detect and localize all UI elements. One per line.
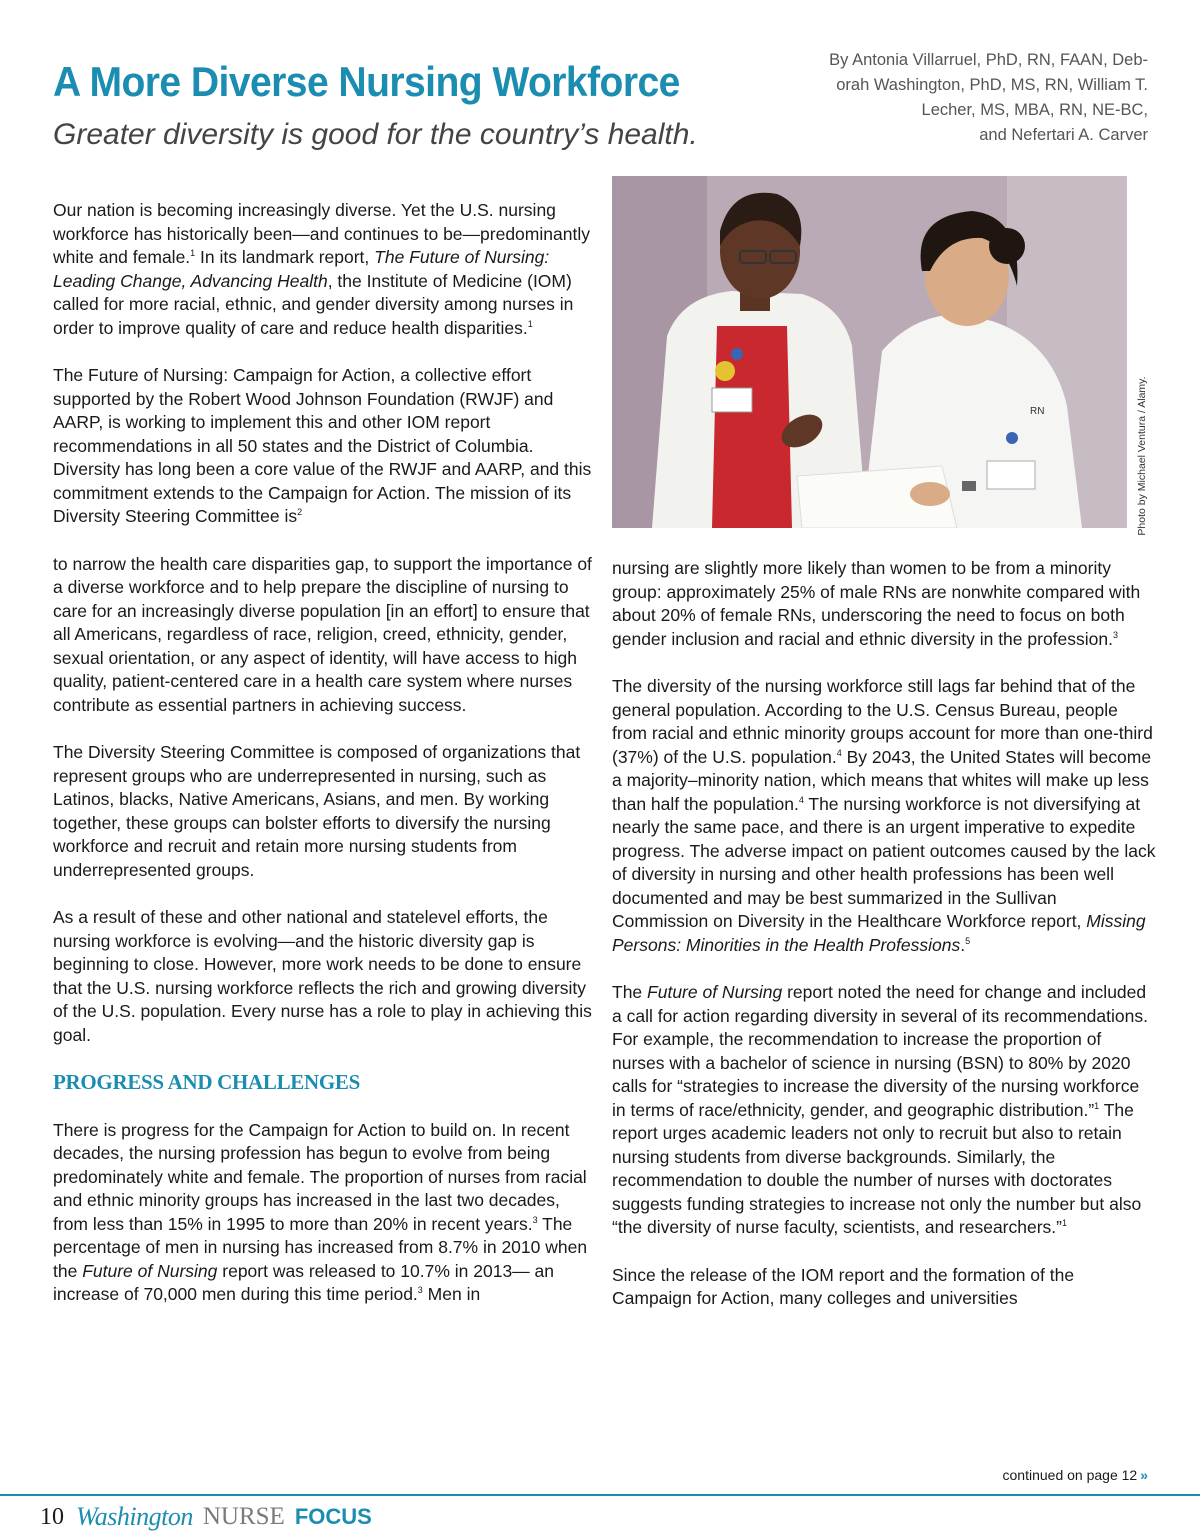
- campaign-paragraph: The Future of Nursing: Campaign for Action, a collective effort supported by the Robert Wood Johnson Foundation (RWJF) and AARP, is working to implement this and other IOM report recommendations in all 50 states and the District of Columbia. Diversity has long been a core value of the RWJF and AARP, and this commitment extends to the Campaign for Action. The mission of its Diversity Steering Committee $is^2$: [53, 365, 592, 526]
- author-byline: [768, 48, 1148, 148]
- footer-rule: [0, 1494, 1200, 1496]
- double-chevron-icon: »: [1140, 1467, 1148, 1483]
- page-footer: [40, 1497, 372, 1537]
- population-paragraph: The diversity of the nursing workforce still lags far behind that of the general population. According to the U.S. Census Bureau, people from racial and ethnic minority groups account for more than one-third (37%) of the U.S. population.$^4$ By 2043, the United States will become a majority–minority nation, which means that whites will make up less than half the population.$^4$ The nursing workforce is not diversifying at nearly the same pace, and there is an urgent imperative to expedite progress. The adverse impact on patient outcomes caused by the lack of diversity in nursing and other health professions has been well documented and may be best summarized in the Sullivan Commission on Diversity in the Healthcare Workforce report, Missing Persons: Minorities in the Health Professions.$^5$: [612, 676, 1156, 955]
- recommendations-paragraph: The Future of Nursing report noted the need for change and included a call for action regarding diversity in several of its recommendations. For example, the recommendation to increase the proportion of nurses with a bachelor of science in nursing (BSN) to 80% by 2020 calls for “strategies to increase the diversity of the nursing workforce in terms of race/ethnicity, gender, and geographic distribution.”$^1$ The report urges academic leaders not only to recruit but also to retain nursing students from diverse backgrounds. Similarly, the recommendation to double the number of nurses with doctorates suggests funding strategies to increase not only the number but also “the diversity of nurse faculty, scientists, and researchers.”$^1$: [612, 982, 1148, 1237]
- photo-credit: Photo by Michael Ventura / Alamy.: [1136, 376, 1148, 536]
- continued-link[interactable]: continued on page 12 »: [1002, 1467, 1148, 1483]
- right-column: [612, 557, 1157, 1335]
- mission-quote: to narrow the health care disparities gap, to support the importance of a diverse workforce and to help prepare the discipline of nursing to care for an increasingly diverse population [in an effort] to ensure that all Americans, regardless of race, religion, creed, ethnicity, gender, sexual orientation, or any aspect of identity, will have access to high quality, patient-centered care in a health care system where nurses contribute as essential partners in achieving success.: [53, 553, 592, 715]
- byline-line: Lecher, MS, MBA, RN, NE-BC,: [921, 101, 1148, 119]
- committee-paragraph: The Diversity Steering Committee is composed of organizations that represent groups who are underrepresented in nursing, such as Latinos, blacks, Native Americans, Asians, and men. By working together, these groups can bolster efforts to diversify the nursing workforce and recruit and retain more nursing students from underrepresented groups.: [53, 742, 581, 880]
- byline-line: By Antonia Villarruel, PhD, RN, FAAN, Deb-: [829, 51, 1148, 69]
- nurses-illustration: [612, 176, 1127, 528]
- byline-line: and Nefertari A. Carver: [979, 126, 1148, 144]
- rn-badge-text: RN: [1030, 406, 1045, 417]
- masthead-focus: FOCUS: [294, 1504, 372, 1529]
- byline-line: orah Washington, PhD, MS, RN, William T.: [836, 76, 1148, 94]
- progress-paragraph: There is progress for the Campaign for Action to build on. In recent decades, the nursing profession has begun to evolve from being predominately white and female. The proportion of nurses from racial and ethnic minority groups has increased in the last two decades, from less than 15% in 1995 to more than 20% in recent years.$^3$ The percentage of men in nursing has increased from 8.7% in 2010 when the Future of Nursing report was released to 10.7% in 2013— an increase of 70,000 men during this time period.$^3$ Men in: [53, 1119, 588, 1304]
- masthead-nurse: NURSE: [202, 1503, 285, 1530]
- page-number: 10: [40, 1503, 64, 1530]
- masthead-washington: Washington: [76, 1502, 193, 1531]
- intro-paragraph: Our nation is becoming increasingly diverse. Yet the U.S. nursing workforce has historically been—and continues to be—predominantly white and female.$^1$ In its landmark report, The Future of Nursing: Leading Change, Advancing Health, the Institute of Medicine (IOM) called for more racial, ethnic, and gender diversity among nurses in order to improve quality of care and reduce health disparities.$^1$: [53, 200, 590, 338]
- article-photo: [612, 176, 1127, 528]
- article-title: A More Diverse Nursing Workforce: [53, 58, 680, 105]
- evolving-paragraph: As a result of these and other national and statelevel efforts, the nursing workforce is evolving—and the historic diversity gap is beginning to close. However, more work needs to be done to ensure that the U.S. nursing workforce reflects the rich and growing diversity of the U.S. population. Every nurse has a role to play in achieving this goal.: [53, 907, 592, 1045]
- left-column: [53, 199, 593, 1331]
- article-subtitle: Greater diversity is good for the country’s health.: [53, 118, 698, 151]
- since-paragraph: Since the release of the IOM report and the formation of the Campaign for Action, many colleges and universities: [612, 1264, 1075, 1308]
- continuation-paragraph: nursing are slightly more likely than women to be from a minority group: approximately 25% of male RNs are nonwhite compared with about 20% of female RNs, underscoring the need to focus on both gender inclusion and racial and ethnic diversity in the profession.$^3$: [612, 558, 1141, 649]
- section-heading: PROGRESS AND CHALLENGES: [53, 1070, 361, 1094]
